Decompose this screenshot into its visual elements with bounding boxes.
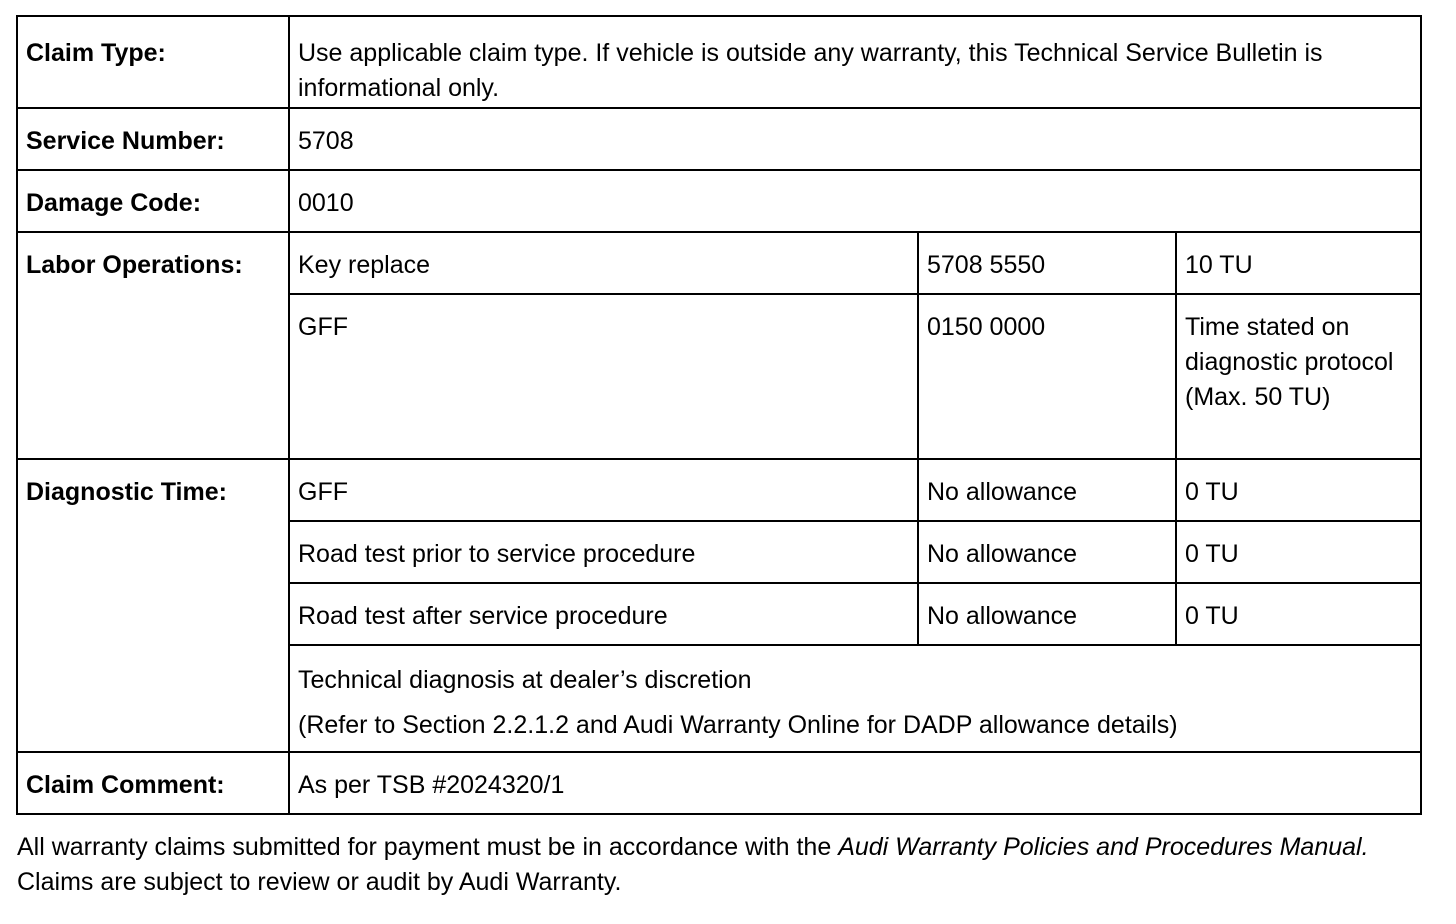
diagnostic-allowance: No allowance (918, 583, 1176, 645)
technical-diagnosis-text: Technical diagnosis at dealer’s discretion (298, 666, 752, 694)
labor-operation-row (17, 232, 1421, 294)
policies-manual-title: Audi Warranty Policies and Procedures Manual. (838, 833, 1369, 861)
diagnostic-time-label: Diagnostic Time: (17, 459, 289, 752)
claim-type-value: Use applicable claim type. If vehicle is outside any warranty, this Technical Service Bulletin is informational only. (289, 16, 1421, 108)
diagnostic-allowance: No allowance (918, 459, 1176, 521)
service-number-value: 5708 (289, 108, 1421, 170)
service-number-label: Service Number: (17, 108, 289, 170)
diagnostic-time: 0 TU (1176, 583, 1421, 645)
claim-comment-label: Claim Comment: (17, 752, 289, 814)
technical-diagnosis-cell (289, 645, 1421, 752)
diagnostic-time-row (17, 459, 1421, 521)
damage-code-value: 0010 (289, 170, 1421, 232)
damage-code-label: Damage Code: (17, 170, 289, 232)
warranty-policy-note (17, 830, 1437, 900)
labor-operation-code: 0150 0000 (918, 294, 1176, 459)
labor-operation-time: Time stated on diagnostic protocol (Max. 50 TU) (1176, 294, 1421, 459)
dadp-reference-text: (Refer to Section 2.2.1.2 and Audi Warranty Online for DADP allowance details) (298, 711, 1178, 739)
claim-comment-value: As per TSB #2024320/1 (289, 752, 1421, 814)
footer-text-start: All warranty claims submitted for payment must be in accordance with the (17, 833, 839, 861)
claim-comment-row (17, 752, 1421, 814)
service-number-row (17, 108, 1421, 170)
claim-type-label: Claim Type: (17, 16, 289, 108)
diagnostic-description: Road test prior to service procedure (289, 521, 918, 583)
damage-code-row (17, 170, 1421, 232)
diagnostic-allowance: No allowance (918, 521, 1176, 583)
diagnostic-description: Road test after service procedure (289, 583, 918, 645)
footer-text-end: Claims are subject to review or audit by Audi Warranty. (17, 868, 622, 896)
labor-operation-time: 10 TU (1176, 232, 1421, 294)
warranty-claim-table (16, 15, 1422, 815)
diagnostic-time: 0 TU (1176, 521, 1421, 583)
diagnostic-description: GFF (289, 459, 918, 521)
labor-operations-label: Labor Operations: (17, 232, 289, 459)
labor-operation-code: 5708 5550 (918, 232, 1176, 294)
claim-type-row (17, 16, 1421, 108)
labor-operation-description: Key replace (289, 232, 918, 294)
labor-operation-description: GFF (289, 294, 918, 459)
diagnostic-time: 0 TU (1176, 459, 1421, 521)
